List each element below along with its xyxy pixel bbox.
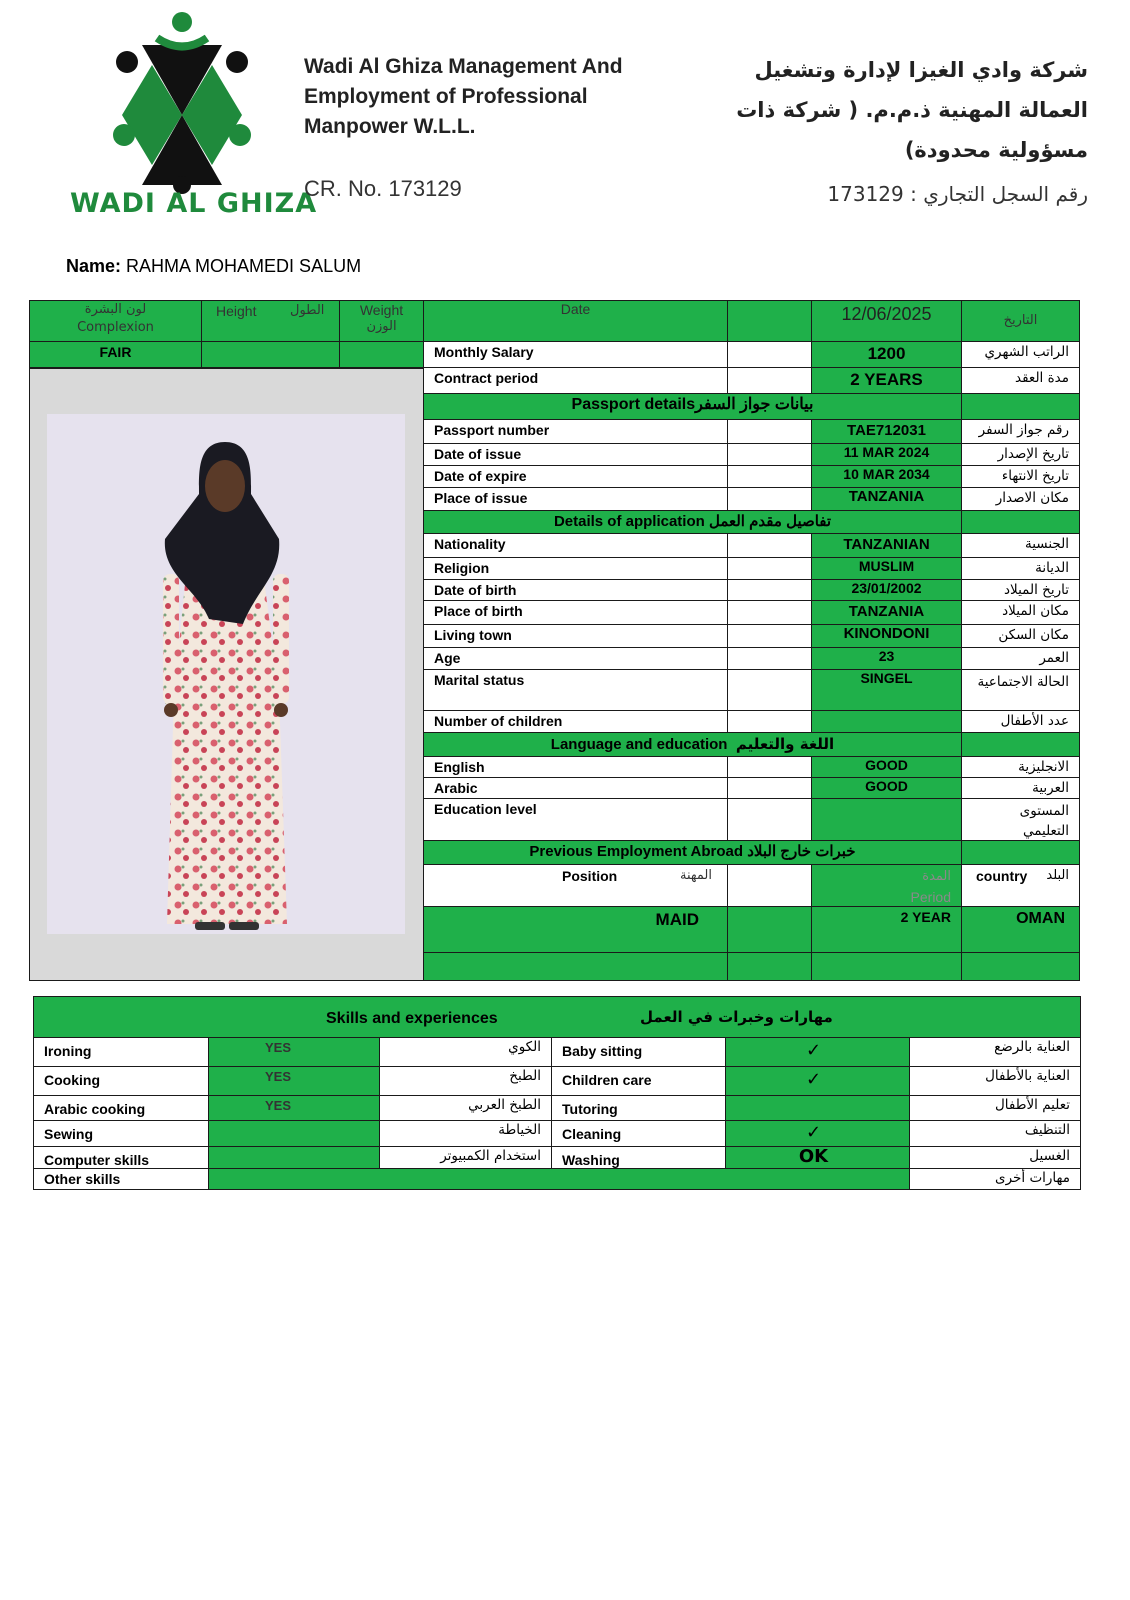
contract-ar: مدة العقد	[961, 367, 1080, 394]
passport-number-label: Passport number	[423, 419, 728, 444]
marital-value: SINGEL	[811, 669, 962, 711]
passport-number-value: TAE712031	[811, 419, 962, 444]
spacer	[961, 952, 1080, 981]
weight-en: Weight	[359, 302, 404, 318]
spacer	[727, 533, 812, 558]
arabic-value: GOOD	[811, 777, 962, 799]
weight-value	[339, 341, 424, 368]
date-value: 12/06/2025	[811, 300, 962, 342]
skill-ar: التنظيف	[909, 1120, 1081, 1147]
skill-check: ✓	[725, 1120, 910, 1147]
dob-ar: تاريخ الميلاد	[961, 579, 1080, 601]
spacer	[727, 443, 812, 466]
salary-value: 1200	[811, 341, 962, 368]
period-header	[811, 864, 962, 907]
spacer	[727, 600, 812, 625]
language-title	[423, 732, 962, 757]
skill-value	[208, 1146, 380, 1169]
candidate-photo	[47, 414, 405, 934]
skill-ar: العناية بالرضع	[909, 1037, 1081, 1067]
spacer	[727, 952, 812, 981]
spacer	[727, 864, 812, 907]
skill-check: ✓	[725, 1037, 910, 1067]
town-label: Living town	[423, 624, 728, 648]
english-ar: الانجليزية	[961, 756, 1080, 778]
children-label: Number of children	[423, 710, 728, 733]
arabic-label: Arabic	[423, 777, 728, 799]
complexion-en: Complexion	[77, 320, 154, 335]
country-header	[961, 864, 1080, 907]
language-title-spacer	[961, 732, 1080, 757]
town-value: KINONDONI	[811, 624, 962, 648]
skill-label: Cleaning	[551, 1120, 726, 1147]
expire-label: Date of expire	[423, 465, 728, 488]
company-name-en: Wadi Al Ghiza Management And Employment of Professional Manpower W.L.L.	[304, 55, 623, 138]
skills-header	[33, 996, 1081, 1038]
spacer	[727, 465, 812, 488]
date-label: Date	[423, 300, 728, 342]
position-value: MAID	[423, 906, 728, 953]
position-ar: المهنة	[680, 868, 712, 883]
education-label: Education level	[423, 798, 728, 841]
other-skills-label: Other skills	[33, 1168, 209, 1190]
period-ar: المدة	[922, 869, 951, 884]
spacer	[727, 487, 812, 511]
spacer	[727, 647, 812, 670]
skill-ar: العناية بالأطفال	[909, 1066, 1081, 1096]
complexion-ar: لون البشرة	[84, 302, 147, 317]
country-value: OMAN	[961, 906, 1080, 953]
salary-spacer	[727, 341, 812, 368]
skill-ar: الطبخ العربي	[379, 1095, 552, 1121]
expire-ar: تاريخ الانتهاء	[961, 465, 1080, 488]
town-ar: مكان السكن	[961, 624, 1080, 648]
skill-ar: تعليم الأطفال	[909, 1095, 1081, 1121]
spacer	[727, 579, 812, 601]
period-value: 2 YEAR	[811, 906, 962, 953]
language-title-en: Language and education	[550, 736, 728, 753]
skills-title-ar: مهارات وخبرات في العمل	[640, 1008, 833, 1026]
salary-ar: الراتب الشهري	[961, 341, 1080, 368]
place-issue-ar: مكان الاصدار	[961, 487, 1080, 511]
pob-value: TANZANIA	[811, 600, 962, 625]
spacer	[727, 756, 812, 778]
name-value: RAHMA MOHAMEDI SALUM	[126, 256, 362, 276]
religion-label: Religion	[423, 557, 728, 580]
spacer	[727, 557, 812, 580]
age-ar: العمر	[961, 647, 1080, 670]
country-ar: البلد	[1046, 868, 1069, 883]
skill-ar: استخدام الكمبيوتر	[379, 1146, 552, 1169]
skill-ar: الطبخ	[379, 1066, 552, 1096]
skill-ar: الخياطة	[379, 1120, 552, 1147]
skill-value: YES	[208, 1095, 380, 1121]
position-en: Position	[562, 868, 618, 884]
period-en: Period	[910, 889, 951, 905]
passport-title-spacer	[961, 393, 1080, 420]
skill-label: Washing	[551, 1146, 726, 1169]
spacer	[727, 906, 812, 953]
skills-title-en: Skills and experiences	[326, 1010, 498, 1027]
application-title: Details of application تفاصيل مقدم العمل	[423, 510, 962, 534]
issue-value: 11 MAR 2024	[811, 443, 962, 466]
dob-label: Date of birth	[423, 579, 728, 601]
marital-label: Marital status	[423, 669, 728, 711]
english-value: GOOD	[811, 756, 962, 778]
name-label: Name:	[66, 256, 122, 276]
cr-number-en: CR. No. 173129	[304, 176, 462, 201]
arabic-ar: العربية	[961, 777, 1080, 799]
place-issue-value: TANZANIA	[811, 487, 962, 511]
cr-number-ar: رقم السجل التجاري : 173129	[827, 182, 1088, 206]
passport-number-ar: رقم جواز السفر	[961, 419, 1080, 444]
skill-label: Tutoring	[551, 1095, 726, 1121]
skill-check: OK	[725, 1146, 910, 1169]
pob-label: Place of birth	[423, 600, 728, 625]
weight-ar: الوزن	[366, 319, 397, 334]
dob-value: 23/01/2002	[811, 579, 962, 601]
age-label: Age	[423, 647, 728, 670]
skill-label: Children care	[551, 1066, 726, 1096]
spacer	[727, 798, 812, 841]
skill-check: ✓	[725, 1066, 910, 1096]
skill-value: YES	[208, 1066, 380, 1096]
other-skills-ar: مهارات أخرى	[909, 1168, 1081, 1190]
education-ar: المستوى التعليمي	[961, 798, 1080, 841]
candidate-name	[66, 256, 361, 277]
place-issue-label: Place of issue	[423, 487, 728, 511]
spacer	[727, 669, 812, 711]
children-ar: عدد الأطفال	[961, 710, 1080, 733]
marital-ar: الحالة الاجتماعية	[961, 669, 1080, 711]
height-en: Height	[216, 303, 257, 319]
passport-title: Passport detailsبيانات جواز السفر	[423, 393, 962, 420]
children-value	[811, 710, 962, 733]
spacer	[727, 777, 812, 799]
nationality-label: Nationality	[423, 533, 728, 558]
expire-value: 10 MAR 2034	[811, 465, 962, 488]
skill-value: YES	[208, 1037, 380, 1067]
date-ar: التاريخ	[961, 300, 1080, 342]
pob-ar: مكان الميلاد	[961, 600, 1080, 625]
issue-ar: تاريخ الإصدار	[961, 443, 1080, 466]
spacer	[727, 710, 812, 733]
issue-label: Date of issue	[423, 443, 728, 466]
nationality-ar: الجنسية	[961, 533, 1080, 558]
age-value: 23	[811, 647, 962, 670]
height-header	[201, 300, 340, 342]
employment-title-spacer	[961, 840, 1080, 865]
religion-ar: الديانة	[961, 557, 1080, 580]
skill-label: Computer skills	[33, 1146, 209, 1169]
skill-label: Sewing	[33, 1120, 209, 1147]
contract-value: 2 YEARS	[811, 367, 962, 394]
salary-label: Monthly Salary	[423, 341, 728, 368]
religion-value: MUSLIM	[811, 557, 962, 580]
skill-value	[208, 1120, 380, 1147]
skill-ar: الغسيل	[909, 1146, 1081, 1169]
skill-label: Cooking	[33, 1066, 209, 1096]
skill-ar: الكوي	[379, 1037, 552, 1067]
contract-label: Contract period	[423, 367, 728, 394]
country-en: country	[976, 868, 1028, 884]
complexion-header	[29, 300, 202, 342]
position-header	[423, 864, 728, 907]
education-value	[811, 798, 962, 841]
spacer	[727, 419, 812, 444]
other-skills-value	[208, 1168, 910, 1190]
skill-label: Ironing	[33, 1037, 209, 1067]
nationality-value: TANZANIAN	[811, 533, 962, 558]
height-ar: الطول	[290, 303, 325, 318]
spacer	[423, 952, 728, 981]
application-title-spacer	[961, 510, 1080, 534]
date-spacer	[727, 300, 812, 342]
contract-spacer	[727, 367, 812, 394]
height-value	[201, 341, 340, 368]
skill-check	[725, 1095, 910, 1121]
skill-label: Arabic cooking	[33, 1095, 209, 1121]
employment-title: Previous Employment Abroad خبرات خارج البلاد	[423, 840, 962, 865]
english-label: English	[423, 756, 728, 778]
spacer	[727, 624, 812, 648]
complexion-value: FAIR	[29, 341, 202, 368]
logo-wordmark: WADI AL GHIZA	[70, 188, 318, 219]
company-name-ar: شركة وادي الغيزا لإدارة وتشغيل العمالة المهنية ذ.م.م. ( شركة ذات مسؤولية محدودة)	[736, 58, 1088, 162]
language-title-ar: اللغة والتعليم	[735, 735, 835, 753]
weight-header	[339, 300, 424, 342]
skill-label: Baby sitting	[551, 1037, 726, 1067]
spacer	[811, 952, 962, 981]
